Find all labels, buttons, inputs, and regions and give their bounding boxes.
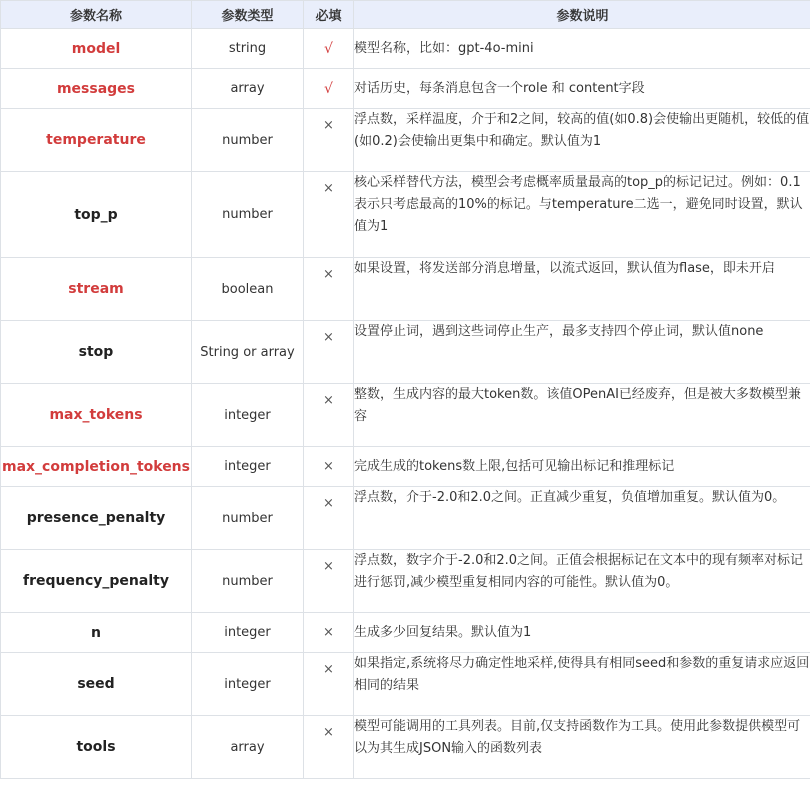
param-description: 模型名称，比如：gpt-4o-mini <box>354 29 810 69</box>
cross-mark-icon: × <box>323 559 334 574</box>
table-row <box>1 29 810 69</box>
param-type: integer <box>192 653 304 716</box>
cross-mark-icon: × <box>323 267 334 282</box>
header-param-type: 参数类型 <box>192 1 304 29</box>
required-cell <box>304 69 354 109</box>
cross-mark-icon: × <box>323 725 334 740</box>
table-row <box>1 613 810 653</box>
param-name: stream <box>1 258 192 321</box>
table-row <box>1 550 810 613</box>
required-cell <box>304 172 354 258</box>
param-type: array <box>192 716 304 779</box>
param-type: String or array <box>192 321 304 384</box>
param-description: 生成多少回复结果。默认值为1 <box>354 613 810 653</box>
param-name: seed <box>1 653 192 716</box>
param-type: number <box>192 550 304 613</box>
param-description: 模型可能调用的工具列表。目前,仅支持函数作为工具。使用此参数提供模型可以为其生成JSON输入的函数列表 <box>354 716 810 779</box>
param-name: frequency_penalty <box>1 550 192 613</box>
table-header-row <box>1 1 810 29</box>
required-cell <box>304 384 354 447</box>
cross-mark-icon: × <box>323 625 334 640</box>
table-row <box>1 258 810 321</box>
required-cell <box>304 487 354 550</box>
param-name: max_completion_tokens <box>1 447 192 487</box>
required-cell <box>304 109 354 172</box>
param-type: string <box>192 29 304 69</box>
param-name: presence_penalty <box>1 487 192 550</box>
table-row <box>1 172 810 258</box>
header-required: 必填 <box>304 1 354 29</box>
param-type: number <box>192 172 304 258</box>
param-name: messages <box>1 69 192 109</box>
param-description: 整数，生成内容的最大token数。该值OPenAI已经废弃，但是被大多数模型兼容 <box>354 384 810 447</box>
required-cell <box>304 653 354 716</box>
required-cell <box>304 550 354 613</box>
param-description: 浮点数，数字介于-2.0和2.0之间。正值会根据标记在文本中的现有频率对标记进行惩罚,减少模型重复相同内容的可能性。默认值为0。 <box>354 550 810 613</box>
table-row <box>1 487 810 550</box>
param-name: temperature <box>1 109 192 172</box>
param-name: stop <box>1 321 192 384</box>
param-type: integer <box>192 384 304 447</box>
cross-mark-icon: × <box>323 662 334 677</box>
param-description: 浮点数，介于-2.0和2.0之间。正直减少重复，负值增加重复。默认值为0。 <box>354 487 810 550</box>
check-mark-icon: √ <box>324 80 333 97</box>
param-name: n <box>1 613 192 653</box>
table-row <box>1 384 810 447</box>
param-name: top_p <box>1 172 192 258</box>
param-name: max_tokens <box>1 384 192 447</box>
table-row <box>1 109 810 172</box>
required-cell <box>304 29 354 69</box>
table-row <box>1 69 810 109</box>
required-cell <box>304 258 354 321</box>
cross-mark-icon: × <box>323 181 334 196</box>
check-mark-icon: √ <box>324 40 333 57</box>
param-description: 核心采样替代方法，模型会考虑概率质量最高的top_p的标记记过。例如：0.1表示只考虑最高的10%的标记。与temperature二选一，避免同时设置，默认值为1 <box>354 172 810 258</box>
param-description: 如果设置，将发送部分消息增量，以流式返回，默认值为flase，即未开启 <box>354 258 810 321</box>
required-cell <box>304 716 354 779</box>
param-name: tools <box>1 716 192 779</box>
table-row <box>1 321 810 384</box>
param-name: model <box>1 29 192 69</box>
param-type: number <box>192 109 304 172</box>
param-description: 完成生成的tokens数上限,包括可见输出标记和推理标记 <box>354 447 810 487</box>
cross-mark-icon: × <box>323 393 334 408</box>
cross-mark-icon: × <box>323 496 334 511</box>
param-description: 浮点数，采样温度，介于和2之间，较高的值(如0.8)会使输出更随机，较低的值(如0.2)会使输出更集中和确定。默认值为1 <box>354 109 810 172</box>
cross-mark-icon: × <box>323 118 334 133</box>
header-description: 参数说明 <box>354 1 810 29</box>
param-type: integer <box>192 613 304 653</box>
table-row <box>1 653 810 716</box>
header-param-name: 参数名称 <box>1 1 192 29</box>
cross-mark-icon: × <box>323 330 334 345</box>
required-cell <box>304 447 354 487</box>
required-cell <box>304 321 354 384</box>
param-description: 对话历史，每条消息包含一个role 和 content字段 <box>354 69 810 109</box>
table-row <box>1 716 810 779</box>
param-description: 设置停止词，遇到这些词停止生产，最多支持四个停止词，默认值none <box>354 321 810 384</box>
param-type: boolean <box>192 258 304 321</box>
param-type: integer <box>192 447 304 487</box>
cross-mark-icon: × <box>323 459 334 474</box>
table-row <box>1 447 810 487</box>
param-type: number <box>192 487 304 550</box>
required-cell <box>304 613 354 653</box>
param-description: 如果指定,系统将尽力确定性地采样,使得具有相同seed和参数的重复请求应返回相同的结果 <box>354 653 810 716</box>
param-type: array <box>192 69 304 109</box>
